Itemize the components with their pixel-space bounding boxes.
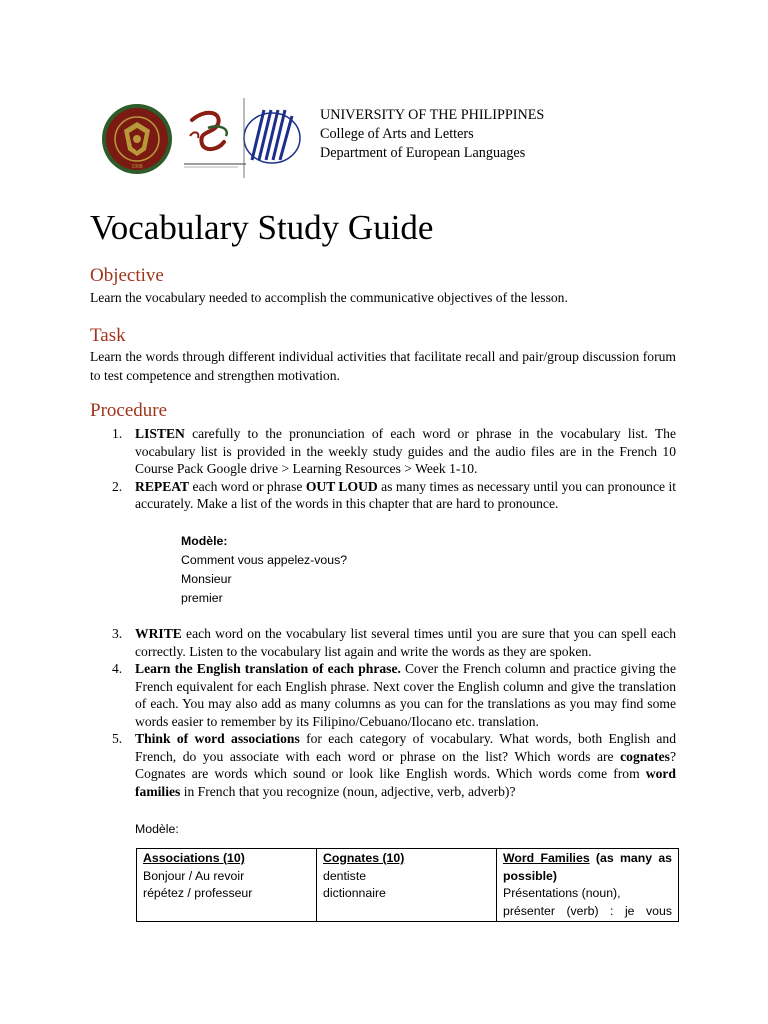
procedure-step: [90, 730, 676, 800]
step-number: 2.: [112, 478, 123, 494]
task-text: Learn the words through different individual activities that facilitate recall and pair/group discussion forum to test competence and strengthen motivation.: [90, 349, 676, 383]
step-number: 5.: [112, 731, 123, 746]
model-label-2: Modèle:: [135, 822, 179, 836]
word-families-subtitle: (as many as possible): [503, 851, 673, 883]
procedure-step: [90, 660, 676, 730]
step-keyword: OUT LOUD: [305, 478, 378, 494]
step-keyword: WRITE: [135, 626, 182, 641]
step-text: as many times as necessary until you can pronounce it accurately. Make a list of the words in this chapter that are hard to pronounce.: [135, 478, 677, 511]
up-seal-logo: [100, 102, 174, 176]
header-logos: [100, 96, 308, 180]
word-families-title: Word Families: [503, 851, 590, 865]
del-logo: [238, 96, 308, 180]
step-text: Cover the French column and practice giving the French equivalent for each English phrase. Next cover the English column and give the translation of each. You may also add as many columns as you can for the translations as you may find some words easier to remember by its Filipino/Cebuano/Ilocano etc. translation.: [135, 661, 676, 729]
model-line: Comment vous appelez-vous?: [181, 553, 348, 567]
table-cell-line: Bonjour / Au revoir: [143, 868, 245, 883]
word-families-cell: [497, 849, 679, 922]
procedure-list-a: [90, 425, 676, 513]
table-cell-line: répétez / professeur: [143, 886, 253, 900]
associations-header: Associations (10): [143, 851, 245, 865]
step-text: each word or phrase: [189, 478, 306, 494]
procedure-list-b: [90, 625, 676, 800]
step-keyword: word families: [135, 766, 676, 799]
step-keyword: REPEAT: [135, 478, 190, 494]
cognates-cell: [317, 849, 497, 922]
step-keyword: Think of word associations: [135, 731, 300, 746]
college-name: College of Arts and Letters: [320, 126, 474, 142]
word-table: [136, 848, 679, 922]
step-keyword: Learn the English translation of each phrase.: [135, 661, 401, 676]
table-cell-line: dictionnaire: [323, 886, 386, 900]
step-text: carefully to the pronunciation of each word or phrase in the vocabulary list. The vocabulary list is provided in the weekly study guides and the audio files are in the French 10 Course Pack Google drive > Learning Resources > Week 1-10.: [135, 426, 676, 476]
department-name: Department of European Languages: [320, 145, 526, 161]
procedure-heading: Procedure: [90, 400, 168, 421]
model-line: Monsieur: [181, 572, 232, 586]
table-cell-line: présenter (verb) : je vous: [503, 903, 672, 918]
task-heading: Task: [90, 325, 126, 346]
step-number: 4.: [112, 661, 123, 676]
table-cell-line: Présentations (noun),: [503, 886, 621, 900]
model-example-1: [181, 532, 347, 608]
associations-cell: [137, 849, 317, 922]
step-keyword: cognates: [620, 748, 670, 764]
model-label: Modèle:: [181, 534, 228, 548]
objective-text: Learn the vocabulary needed to accomplish the communicative objectives of the lesson.: [90, 290, 568, 305]
objective-heading: Objective: [90, 265, 164, 286]
table-row: [137, 849, 679, 922]
procedure-step: [90, 478, 676, 513]
institution-block: [320, 106, 544, 163]
up-seal-year: 1908: [131, 164, 143, 170]
step-text: for each category of vocabulary. What words, both English and French, do you associate with each word or phrase on the list? Which words are: [135, 731, 677, 764]
word-families-header: [503, 850, 672, 885]
step-text: ? Cognates are words which sound or look like English words. Which words come from: [135, 748, 676, 781]
procedure-step: [90, 425, 676, 478]
step-text: in French that you recognize (noun, adjective, verb, adverb)?: [180, 783, 516, 799]
page-title: Vocabulary Study Guide: [90, 208, 434, 247]
step-text: each word on the vocabulary list several times until you are sure that you can spell each correctly. Listen to the vocabulary list again and write the words as they are spoken.: [135, 626, 676, 659]
step-number: 3.: [112, 626, 123, 641]
procedure-step: [90, 625, 676, 660]
university-name: UNIVERSITY OF THE PHILIPPINES: [320, 107, 545, 123]
model-line: premier: [181, 591, 223, 605]
step-number: 1.: [112, 426, 123, 441]
table-cell-line: dentiste: [323, 868, 367, 883]
cognates-header: Cognates (10): [323, 851, 405, 865]
step-keyword: LISTEN: [135, 426, 185, 441]
